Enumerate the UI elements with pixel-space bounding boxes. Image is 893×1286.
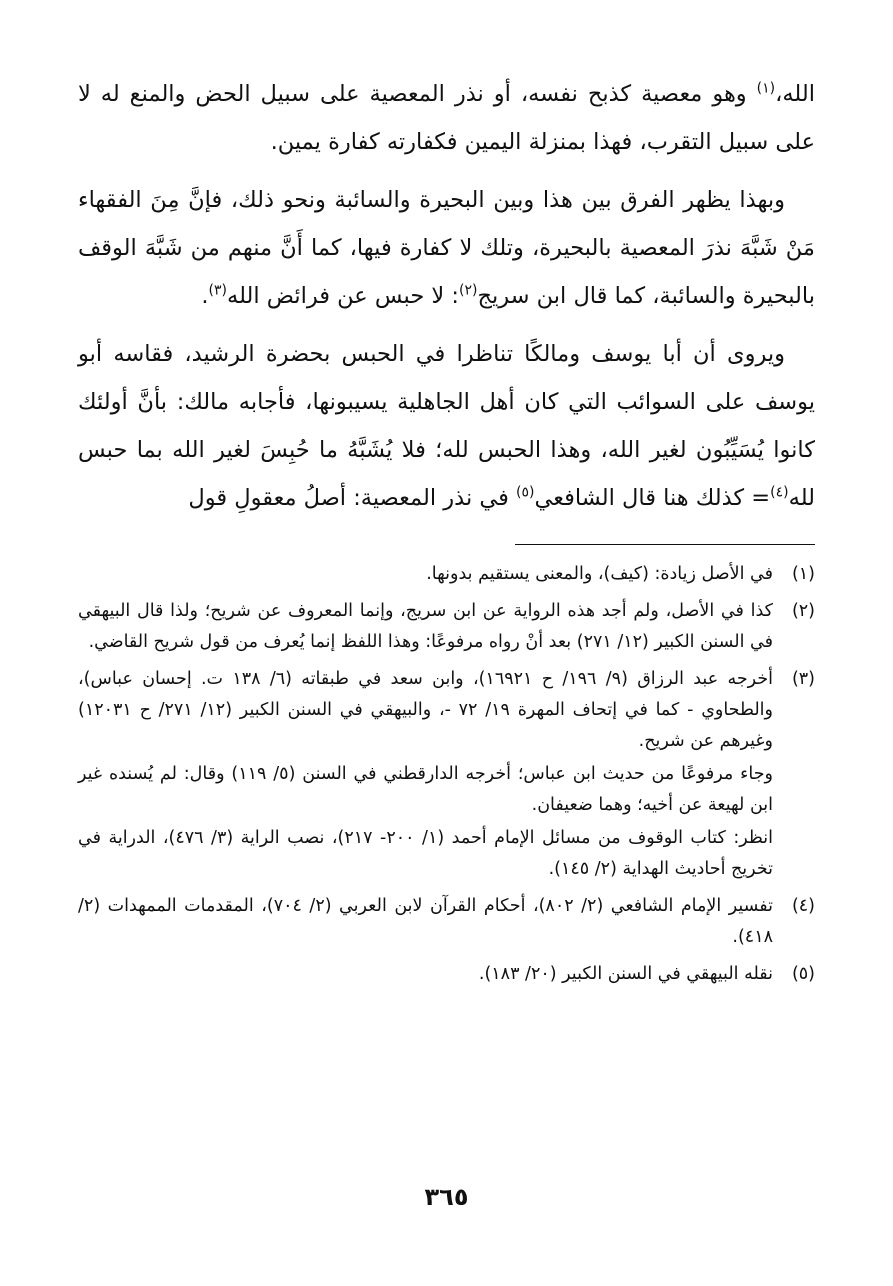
text-run: = كذلك هنا قال الشافعي	[534, 485, 771, 511]
footnote-5	[78, 959, 815, 990]
footnote-body	[78, 891, 773, 953]
page	[78, 70, 815, 1286]
footnote-ref-5[interactable]: (٥)	[516, 484, 535, 501]
footnote-ref-3[interactable]: (٣)	[208, 282, 227, 299]
paragraph-2	[78, 176, 815, 320]
text-run: وهو معصية كذبح نفسه، أو نذر المعصية على سبيل الحض والمنع له لا على سبيل التقرب، فهذا بمنزلة اليمين فكفارته كفارة يمين.	[78, 81, 815, 155]
footnote-number: (١)	[791, 564, 815, 584]
footnote-separator	[515, 544, 815, 545]
footnote-number: (٢)	[791, 601, 815, 621]
footnote-number: (٤)	[791, 896, 815, 916]
footnote-ref-1[interactable]: (١)	[756, 80, 776, 97]
footnote-body	[78, 959, 773, 990]
footnote-text: كذا في الأصل، ولم أجد هذه الرواية عن ابن سريج، وإنما المعروف عن شريح؛ ولذا قال البيهقي في السنن الكبير (١٢/ ٢٧١) بعد أنْ رواه مرفوعًا: وهذا اللفظ إنما يُعرف من قول شريح القاضي.	[78, 601, 773, 652]
paragraph-1	[78, 70, 815, 166]
footnote-body	[78, 664, 773, 885]
main-text	[78, 70, 815, 522]
text-run: ويروى أن أبا يوسف ومالكًا تناظرا في الحبس بحضرة الرشيد، فقاسه أبو يوسف على السوائب التي كان أهل الجاهلية يسيبونها، فأجابه مالك: بأنَّ أولئك كانوا يُسَيِّبُون لغير الله، وهذا الحبس لله؛ فلا يُشَبَّهُ ما حُبِسَ لغير الله بما حبس لله	[78, 341, 815, 511]
text-run: في نذر المعصية: أصلُ معقولِ قول	[188, 485, 517, 511]
footnote-4	[78, 891, 815, 953]
footnote-body	[78, 559, 773, 590]
footnote-ref-2[interactable]: (٢)	[458, 282, 478, 299]
footnotes	[78, 559, 815, 990]
footnote-text: وجاء مرفوعًا من حديث ابن عباس؛ أخرجه الدارقطني في السنن (٥/ ١١٩) وقال: لم يُسنده غير ابن لهيعة عن أخيه؛ وهما ضعيفان.	[78, 764, 773, 815]
footnote-body	[78, 596, 773, 658]
text-run: الله،	[775, 81, 815, 107]
text-run: وبهذا يظهر الفرق بين هذا وبين البحيرة والسائبة ونحو ذلك، فإنَّ مِنَ الفقهاء مَنْ شَبَّهَ نذرَ المعصية بالبحيرة، وتلك لا كفارة فيها، كما أَنَّ منهم من شَبَّهَ الوقف بالبحيرة والسائبة، كما قال ابن سريج	[78, 187, 815, 309]
footnote-text: نقله البيهقي في السنن الكبير (٢٠/ ١٨٣).	[478, 964, 773, 984]
footnote-text: انظر: كتاب الوقوف من مسائل الإمام أحمد (١/ ٢٠٠- ٢١٧)، نصب الراية (٣/ ٤٧٦)، الدراية في تخريج أحاديث الهداية (٢/ ١٤٥).	[78, 828, 773, 879]
text-run: : لا حبس عن فرائض الله	[227, 283, 459, 309]
page-number: ٣٦٥	[424, 1183, 469, 1211]
footnote-2	[78, 596, 815, 658]
text-run: .	[201, 283, 209, 309]
footnote-text: تفسير الإمام الشافعي (٢/ ٨٠٢)، أحكام القرآن لابن العربي (٢/ ٧٠٤)، المقدمات الممهدات (٢/ ٤١٨).	[78, 896, 773, 947]
footnote-text: أخرجه عبد الرزاق (٩/ ١٩٦/ ح ١٦٩٢١)، وابن سعد في طبقاته (٦/ ١٣٨ ت. إحسان عباس)، والطحاوي - كما في إتحاف المهرة ١٩/ ٧٢ -، والبيهقي في السنن الكبير (١٢/ ٢٧١/ ح ١٢٠٣١) وغيرهم عن شريح.	[78, 669, 774, 751]
paragraph-3	[78, 330, 815, 522]
footnote-1	[78, 559, 815, 590]
footnote-3	[78, 664, 815, 885]
footnote-number: (٣)	[791, 669, 815, 689]
footnote-ref-4[interactable]: (٤)	[770, 484, 789, 501]
footnote-text: في الأصل زيادة: (كيف)، والمعنى يستقيم بدونها.	[426, 564, 773, 584]
footnote-number: (٥)	[791, 964, 815, 984]
